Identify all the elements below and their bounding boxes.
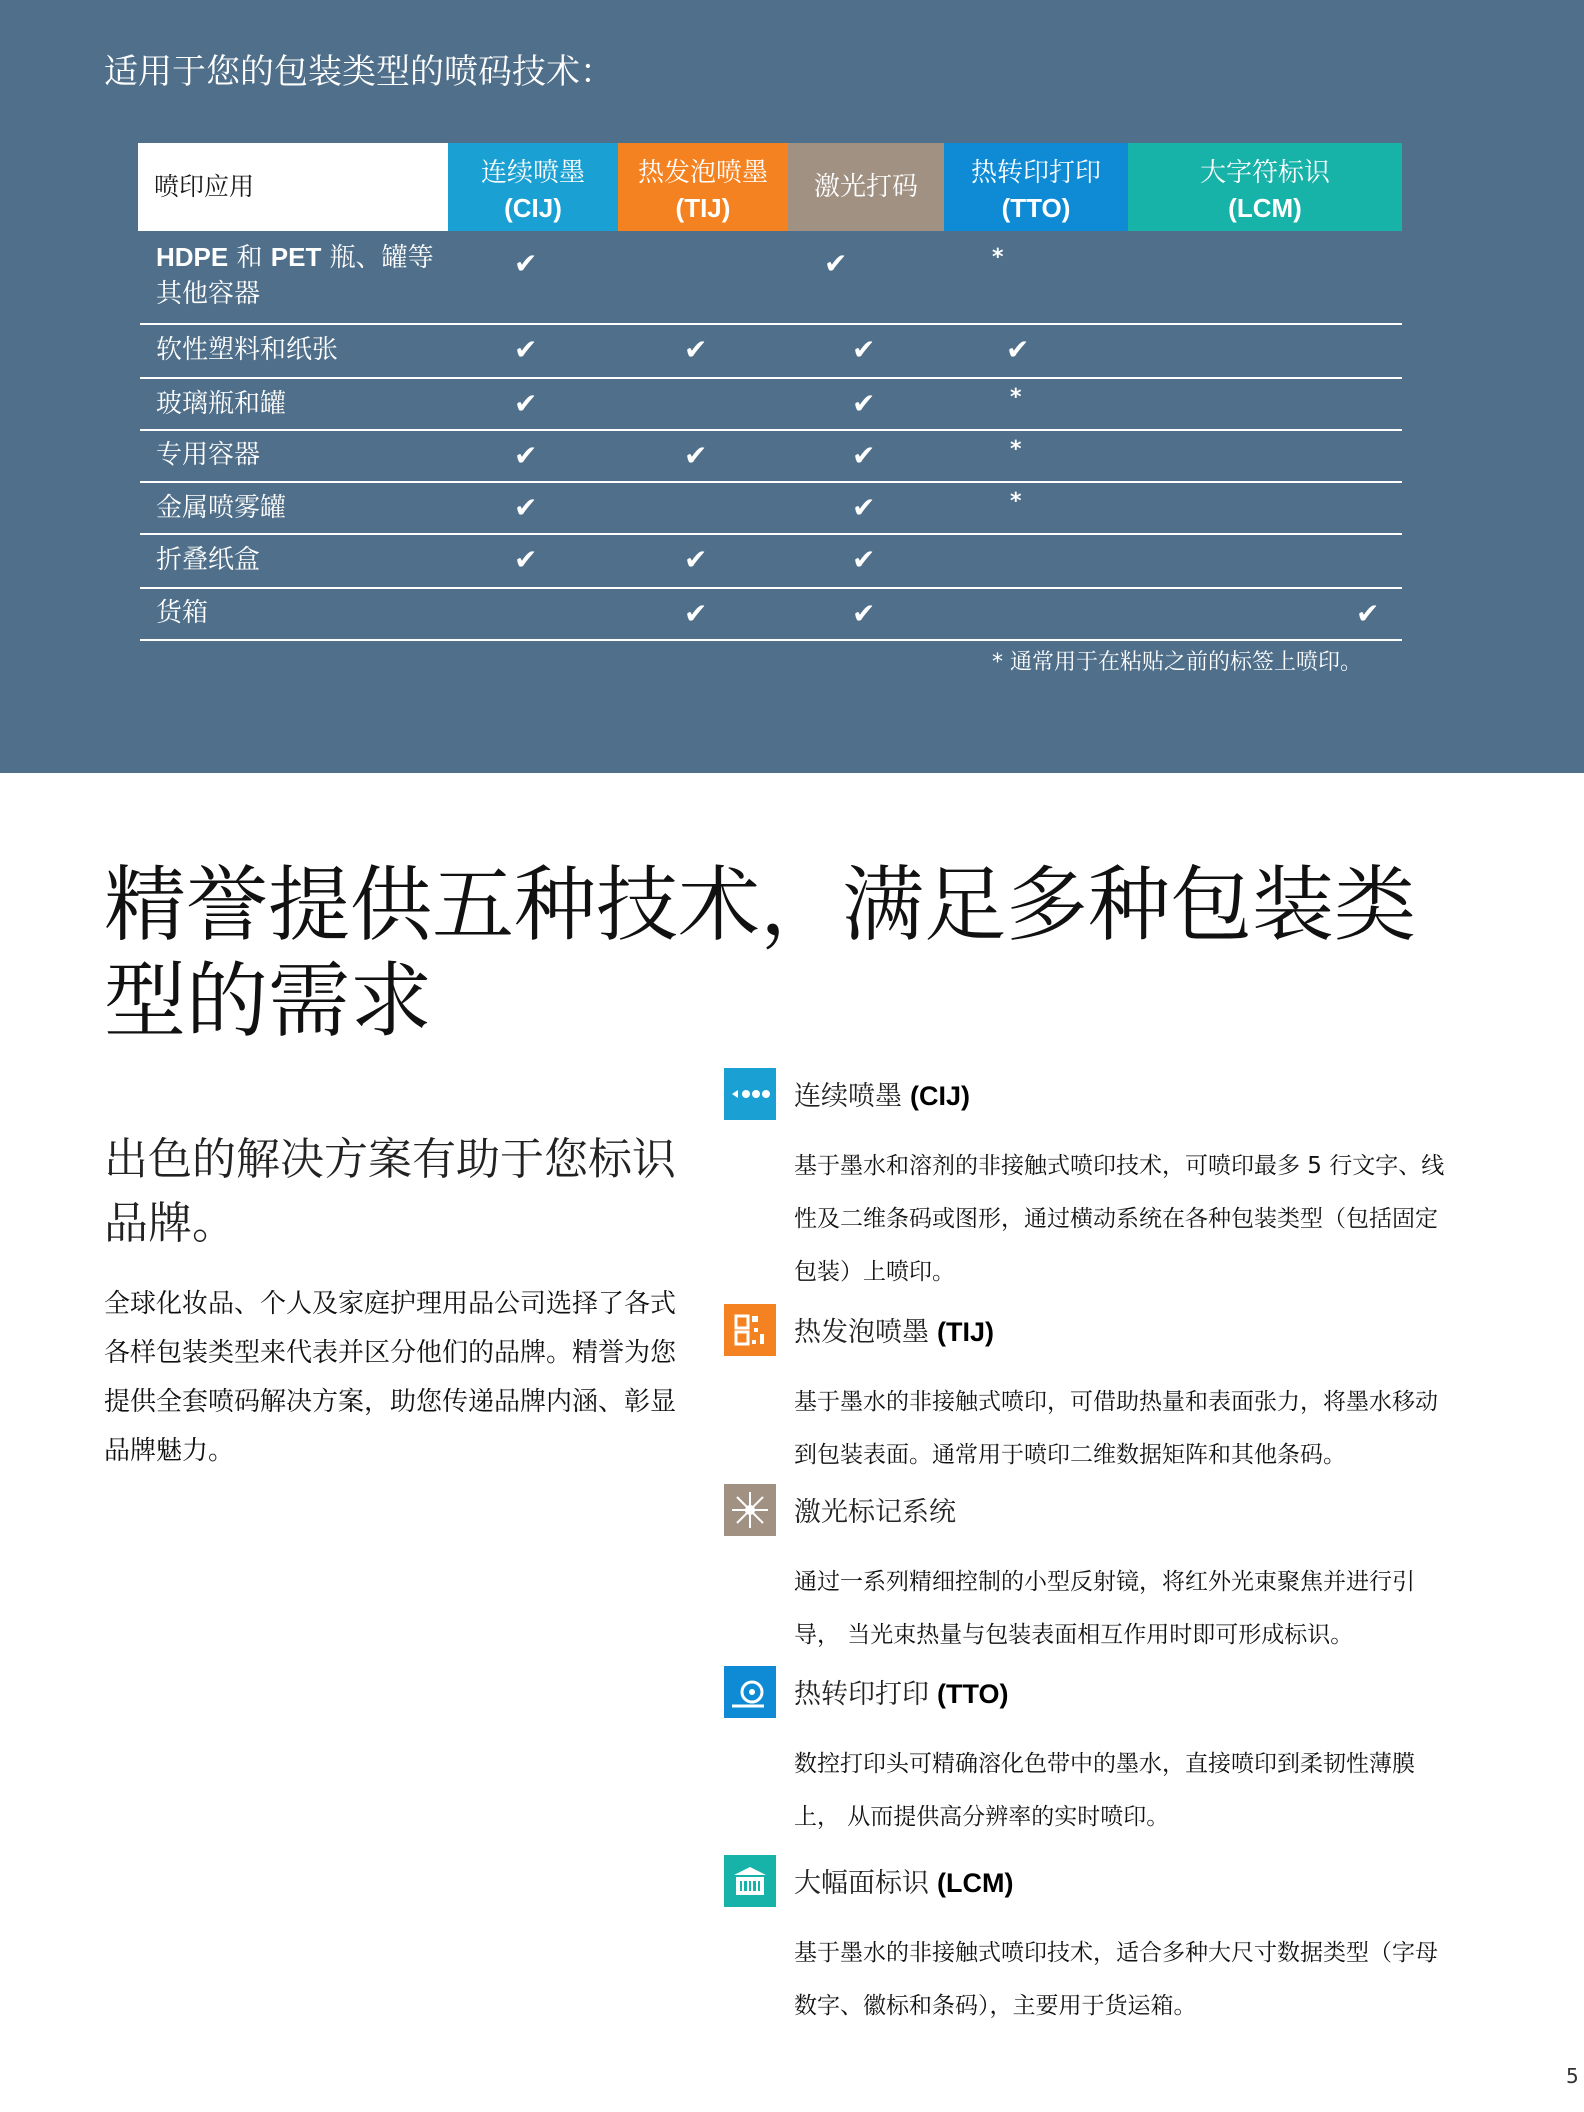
mark-tto: * bbox=[1010, 437, 1022, 462]
header-lcm-abbr: (LCM) bbox=[1228, 193, 1302, 223]
mark-tto: * bbox=[992, 245, 1004, 270]
mark-tij: ✔ bbox=[684, 543, 708, 576]
mark-laser: ✔ bbox=[852, 543, 876, 576]
tech-name: 大幅面标识 (LCM) bbox=[794, 1868, 1014, 1899]
subhead: 出色的解决方案有助于您标识品牌。 bbox=[104, 1134, 676, 1249]
header-tto-abbr: (TTO) bbox=[1001, 193, 1071, 223]
header-tij bbox=[618, 143, 788, 231]
tech-description: 基于墨水的非接触式喷印，可借助热量和表面张力，将墨水移动到包装表面。通常用于喷印二维数据矩阵和其他条码。 bbox=[794, 1389, 1438, 1468]
mark-cij: ✔ bbox=[514, 247, 538, 280]
tech-name: 热发泡喷墨 (TIJ) bbox=[794, 1317, 994, 1348]
mark-laser: ✔ bbox=[824, 247, 848, 280]
table-header bbox=[138, 143, 1402, 231]
table-row bbox=[140, 323, 1402, 379]
mark-cij: ✔ bbox=[514, 333, 538, 366]
mark-tto: * bbox=[1010, 489, 1022, 514]
row-label: 折叠纸盒 bbox=[156, 545, 261, 575]
header-laser bbox=[788, 143, 944, 231]
header-tto-name: 热转印打印 bbox=[970, 158, 1101, 188]
header-cij-abbr: (CIJ) bbox=[504, 193, 562, 223]
tij-qr-icon bbox=[724, 1304, 776, 1356]
main-title: 精誉提供五种技术，满足多种包装类型的需求 bbox=[104, 858, 1417, 1049]
mark-laser: ✔ bbox=[852, 439, 876, 472]
mark-cij: ✔ bbox=[514, 491, 538, 524]
header-tij-abbr: (TIJ) bbox=[675, 193, 731, 223]
header-tto bbox=[944, 143, 1128, 231]
mark-laser: ✔ bbox=[852, 333, 876, 366]
mark-tto: * bbox=[1010, 385, 1022, 410]
header-lcm bbox=[1128, 143, 1402, 231]
row-label: HDPE 和 PET 瓶、罐等 其他容器 bbox=[156, 242, 434, 309]
mark-cij: ✔ bbox=[514, 543, 538, 576]
table-row bbox=[140, 587, 1402, 641]
mark-tij: ✔ bbox=[684, 333, 708, 366]
tech-description: 通过一系列精细控制的小型反射镜，将红外光束聚焦并进行引导， 当光束热量与包装表面相互作用时即可形成标识。 bbox=[794, 1569, 1415, 1648]
header-application: 喷印应用 bbox=[138, 143, 448, 231]
row-label: 金属喷雾罐 bbox=[156, 493, 287, 523]
mark-cij: ✔ bbox=[514, 387, 538, 420]
header-cij bbox=[448, 143, 618, 231]
tech-name: 热转印打印 (TTO) bbox=[794, 1679, 1009, 1710]
header-lcm-name: 大字符标识 bbox=[1199, 158, 1330, 188]
table-row bbox=[140, 533, 1402, 589]
table-row bbox=[140, 429, 1402, 483]
table-row bbox=[140, 231, 1402, 325]
table-row bbox=[140, 377, 1402, 431]
table-footnote: * 通常用于在粘贴之前的标签上喷印。 bbox=[992, 650, 1362, 675]
mark-tij: ✔ bbox=[684, 597, 708, 630]
mark-tij: ✔ bbox=[684, 439, 708, 472]
tech-description: 基于墨水和溶剂的非接触式喷印技术，可喷印最多 5 行文字、线性及二维条码或图形，通过横动系统在各种包装类型（包括固定包装）上喷印。 bbox=[794, 1153, 1445, 1285]
header-tij-name: 热发泡喷墨 bbox=[637, 158, 768, 188]
technology-band bbox=[0, 0, 1584, 773]
mark-cij: ✔ bbox=[514, 439, 538, 472]
mark-lcm: ✔ bbox=[1356, 597, 1380, 630]
mark-tto: ✔ bbox=[1006, 333, 1030, 366]
tto-ribbon-icon bbox=[724, 1666, 776, 1718]
table-row bbox=[140, 481, 1402, 535]
row-label: 软性塑料和纸张 bbox=[156, 335, 339, 365]
header-laser-name: 激光打码 bbox=[813, 172, 918, 202]
mark-laser: ✔ bbox=[852, 597, 876, 630]
page-number: 5 bbox=[1566, 2064, 1579, 2088]
band-title: 适用于您的包装类型的喷码技术： bbox=[104, 52, 614, 92]
row-label: 货箱 bbox=[156, 598, 209, 628]
cij-dots-icon bbox=[724, 1068, 776, 1120]
row-label: 专用容器 bbox=[156, 440, 261, 470]
tech-name: 连续喷墨 (CIJ) bbox=[794, 1081, 970, 1112]
intro-paragraph: 全球化妆品、个人及家庭护理用品公司选择了各式各样包装类型来代表并区分他们的品牌。精誉为您提供全套喷码解决方案，助您传递品牌内涵、彰显品牌魅力。 bbox=[104, 1289, 677, 1466]
tech-name: 激光标记系统 bbox=[794, 1497, 956, 1528]
mark-laser: ✔ bbox=[852, 491, 876, 524]
lcm-box-icon bbox=[724, 1855, 776, 1907]
laser-burst-icon bbox=[724, 1484, 776, 1536]
row-label: 玻璃瓶和罐 bbox=[156, 389, 287, 419]
tech-description: 基于墨水的非接触式喷印技术，适合多种大尺寸数据类型（字母数字、徽标和条码），主要用于货运箱。 bbox=[794, 1940, 1438, 2019]
tech-description: 数控打印头可精确溶化色带中的墨水，直接喷印到柔韧性薄膜上， 从而提供高分辨率的实时喷印。 bbox=[794, 1751, 1415, 1830]
header-cij-name: 连续喷墨 bbox=[480, 158, 585, 188]
mark-laser: ✔ bbox=[852, 387, 876, 420]
